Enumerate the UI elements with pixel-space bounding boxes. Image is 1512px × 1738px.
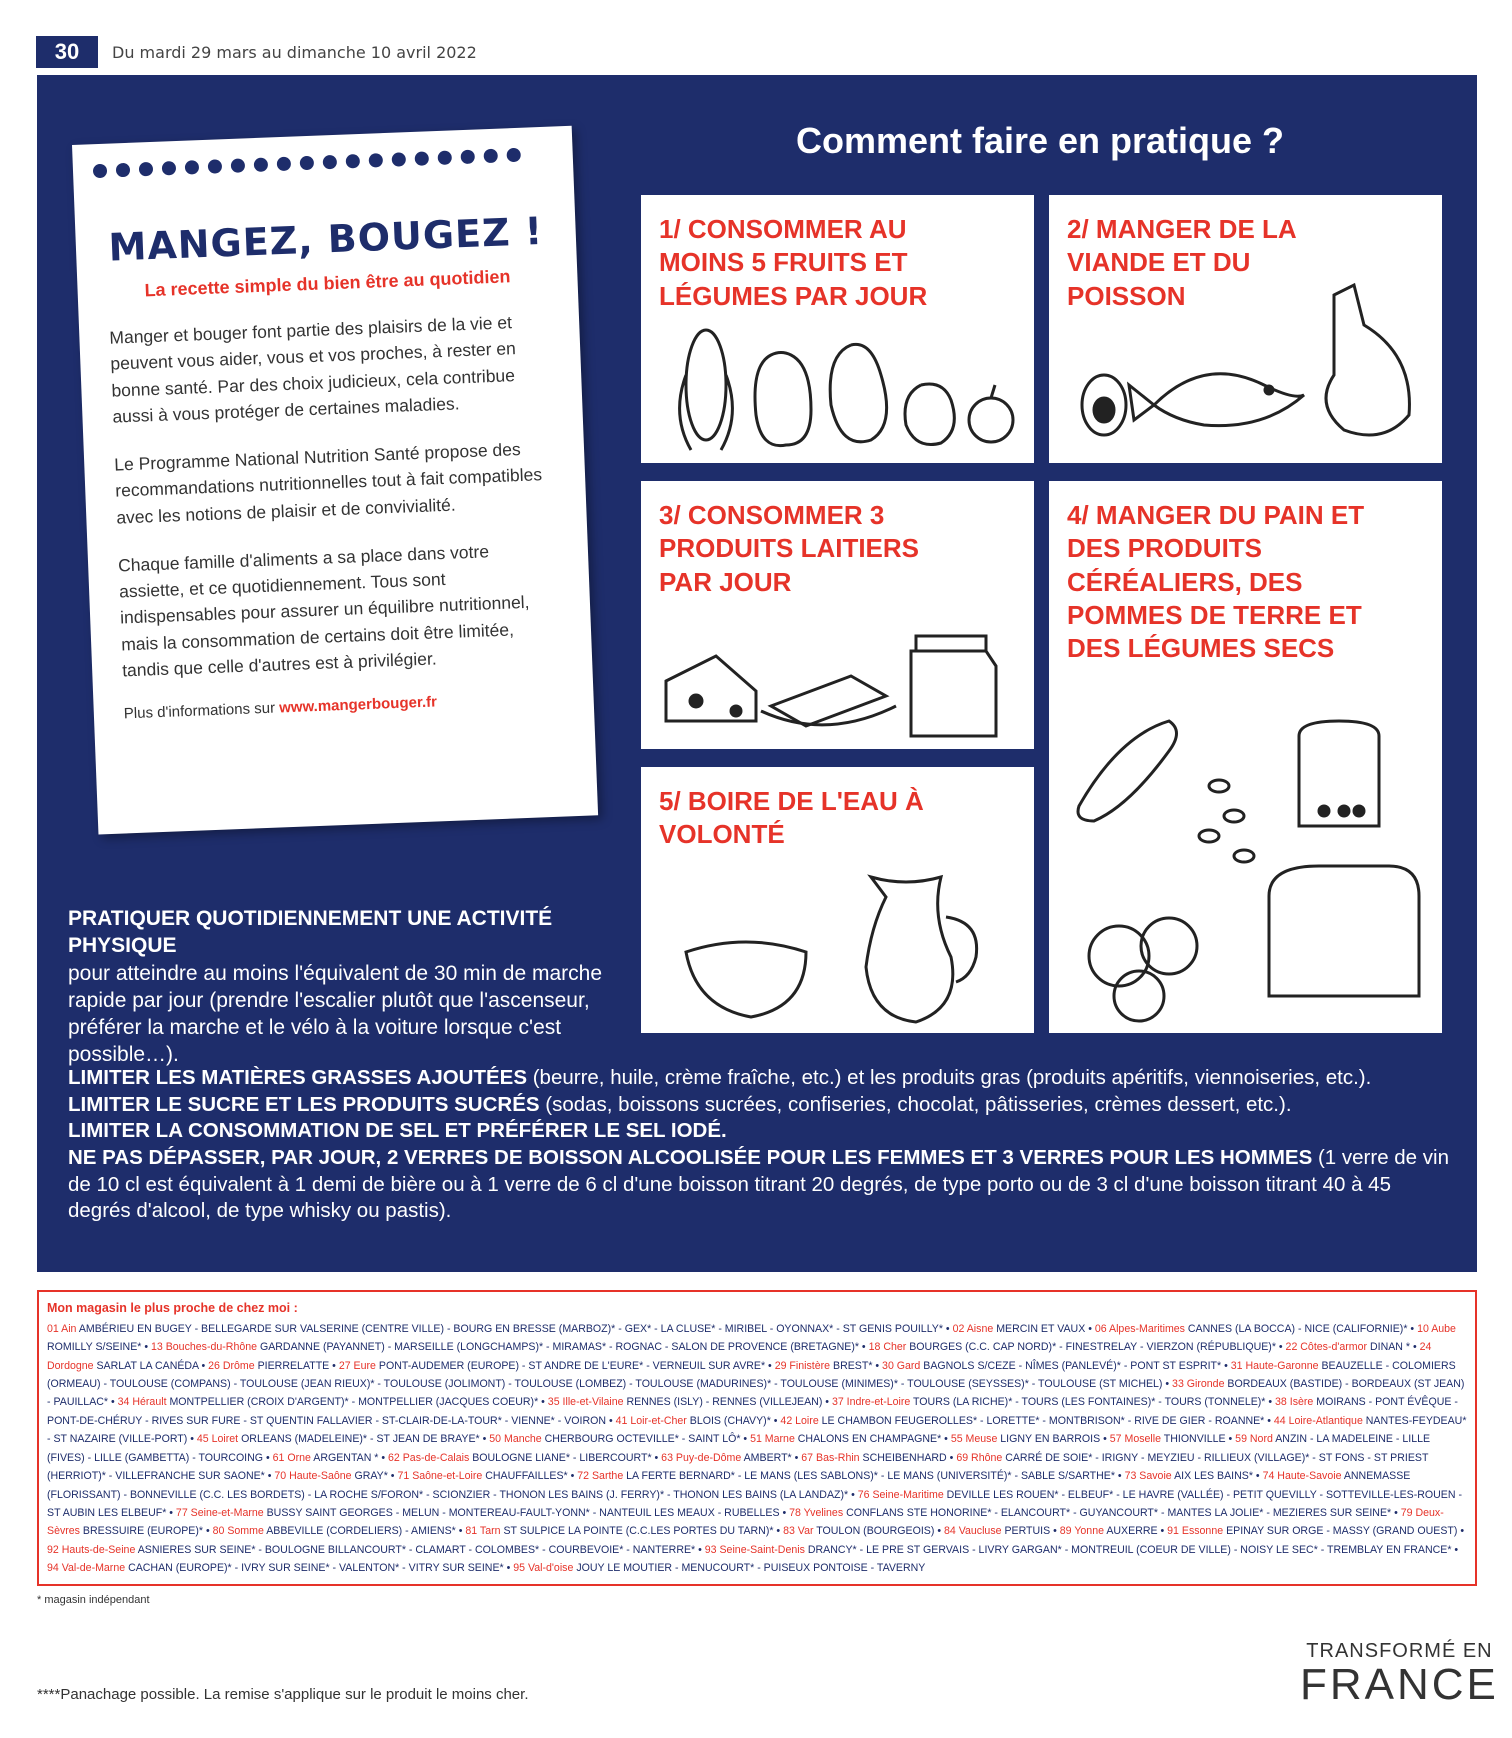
card-fruits-vegetables bbox=[641, 195, 1034, 463]
independent-store-footnote: * magasin indépendant bbox=[37, 1594, 150, 1606]
note-paragraph-2: Le Programme National Nutrition Santé propose des recommandations nutritionnelles tout à fait compatibles avec les notions de plaisir et de convivialité. bbox=[113, 439, 543, 528]
department-label: 01 Ain bbox=[47, 1322, 79, 1335]
department-stores: CHAUFFAILLES* • bbox=[485, 1470, 578, 1483]
department-stores: TOULON (BOURGEOIS) • bbox=[816, 1525, 944, 1538]
physical-activity bbox=[68, 905, 628, 1069]
department-label: 13 Bouches-du-Rhône bbox=[151, 1341, 260, 1354]
date-range: Du mardi 29 mars au dimanche 10 avril 2022 bbox=[112, 42, 477, 62]
department-stores: SCHEIBENHARD • bbox=[862, 1451, 957, 1464]
department-stores: BEAUZELLE - COLOMIERS (ORMEAU) - TOULOUSE (COMPANS) - TOULOUSE (JEAN RIEUX)* - TOULOUSE (JOLIMONT) - TOULOUSE (LOMBEZ) - TOULOUSE (MADURINES)* - TOULOUSE (MINIMES)* - TOULOUSE (SEYSSES)* - TOULOUSE (ST MICHEL) • bbox=[47, 1359, 1456, 1391]
department-label: 38 Isère bbox=[1275, 1396, 1317, 1409]
activity-title: PRATIQUER QUOTIDIENNEMENT UNE ACTIVITÉ PHYSIQUE bbox=[68, 907, 553, 958]
department-label: 45 Loiret bbox=[196, 1433, 242, 1446]
department-label: 30 Gard bbox=[882, 1359, 924, 1372]
mangez-bougez-note bbox=[72, 126, 598, 835]
department-label: 59 Nord bbox=[1235, 1433, 1276, 1446]
department-stores: BOURGES (C.C. CAP NORD)* - FINESTRELAY - VIERZON (RÉPUBLIQUE)* • bbox=[909, 1341, 1286, 1354]
department-label: 35 Ille-et-Vilaine bbox=[547, 1396, 627, 1409]
mangerbouger-link[interactable]: www.mangerbouger.fr bbox=[278, 693, 438, 717]
more-info bbox=[124, 689, 564, 723]
department-stores: AMBERT* • bbox=[743, 1451, 802, 1464]
department-label: 63 Puy-de-Dôme bbox=[661, 1451, 744, 1464]
card-title: 2/ MANGER DE LA VIANDE ET DU POISSON bbox=[1067, 214, 1296, 311]
page-number: 30 bbox=[36, 36, 98, 68]
department-stores: BORDEAUX (BASTIDE) - BORDEAUX (ST JEAN) - PAUILLAC* • bbox=[47, 1378, 1465, 1409]
department-label: 44 Loire-Atlantique bbox=[1273, 1414, 1366, 1427]
card-meat-fish bbox=[1049, 195, 1442, 463]
department-stores: EPINAY SUR ORGE - MASSY (GRAND OUEST) • bbox=[1226, 1525, 1465, 1538]
department-stores: BAGNOLS S/CEZE - NÎMES (PANLEVÉ)* - PONT ST ESPRIT* • bbox=[923, 1359, 1231, 1372]
department-label: 33 Gironde bbox=[1172, 1378, 1228, 1391]
department-stores: GARDANNE (PAYANNET) - MARSEILLE (LONGCHAMPS)* - MIRAMAS* - ROGNAC - SALON DE PROVENCE (BRETAGNE)* • bbox=[259, 1341, 869, 1354]
department-stores: DINAN * • bbox=[1370, 1341, 1420, 1354]
department-stores: SARLAT LA CANÉDA • bbox=[96, 1359, 209, 1372]
dairy-products-icon bbox=[656, 611, 1026, 741]
department-label: 70 Haute-Saône bbox=[274, 1470, 355, 1483]
department-stores: PERTUIS • bbox=[1004, 1525, 1060, 1538]
limit-item: LIMITER LE SUCRE ET LES PRODUITS SUCRÉS (sodas, boissons sucrées, confiseries, chocolat, pâtisseries, crèmes dessert, etc.). bbox=[68, 1092, 1292, 1116]
store-list bbox=[37, 1290, 1477, 1586]
card-water bbox=[641, 767, 1034, 1033]
department-label: 62 Pas-de-Calais bbox=[388, 1451, 473, 1464]
department-label: 78 Yvelines bbox=[789, 1506, 847, 1519]
page-header bbox=[36, 36, 477, 68]
department-stores: MONTPELLIER (CROIX D'ARGENT)* - MONTPELLIER (JACQUES COEUR)* • bbox=[169, 1396, 548, 1409]
department-label: 50 Manche bbox=[489, 1433, 545, 1446]
department-label: 57 Moselle bbox=[1109, 1433, 1164, 1446]
department-stores: BRESSUIRE (EUROPE)* • bbox=[82, 1525, 213, 1538]
store-list-heading: Mon magasin le plus proche de chez moi : bbox=[47, 1301, 298, 1315]
department-stores: RENNES (ISLY) - RENNES (VILLEJEAN) • bbox=[626, 1396, 832, 1409]
section-title: Comment faire en pratique ? bbox=[795, 120, 1285, 161]
department-stores: THIONVILLE • bbox=[1163, 1433, 1236, 1446]
department-label: 84 Vaucluse bbox=[943, 1525, 1005, 1538]
note-paragraph-3: Chaque famille d'aliments a sa place dans votre assiette, et ce quotidiennement. Tous sont indispensables pour assurer un équilibre nutritionnel, mais la consommation de certains doit être limitée, tandis que celle d'autres est à privilégier. bbox=[117, 541, 530, 681]
department-stores: PIERRELATTE • bbox=[257, 1359, 339, 1372]
department-stores: LE CHAMBON FEUGEROLLES* - LORETTE* - MONTBRISON* - RIVE DE GIER - ROANNE* • bbox=[821, 1414, 1274, 1427]
department-stores: DEVILLE LES ROUEN* - ELBEUF* - LE HAVRE (VALLÉE) - PETIT QUEVILLY - SOTTEVILLE-LES-ROUEN - ST AUBIN LES ELBEUF* • bbox=[47, 1488, 1462, 1519]
department-stores: TOURS (LA RICHE)* - TOURS (LES FONTAINES)* - TOURS (TONNELE)* • bbox=[913, 1396, 1276, 1409]
department-stores: ANNEMASSE (FLORISSANT) - BONNEVILLE (C.C. LES BORDETS) - LA ROCHE S/FORON* - SCIONZIER - THONON LES BAINS (J. FERRY)* - THONON LES BAINS (LA LANDAZ)* • bbox=[47, 1470, 1411, 1501]
fruits-vegetables-icon bbox=[651, 315, 1021, 455]
department-label: 41 Loir-et-Cher bbox=[615, 1414, 690, 1427]
note-paragraph-1: Manger et bouger font partie des plaisirs de la vie et peuvent vous aider, vous et vos proches, à rester en bonne santé. Par des choix judicieux, cela contribue aussi à vous protéger de certaines maladies. bbox=[109, 312, 517, 427]
activity-text: pour atteindre au moins l'équivalent de 30 min de marche rapide par jour (prendre l'escalier plutôt que l'ascenseur, préférer la marche et le vélo à la voiture lorsque c'est possible…). bbox=[68, 961, 602, 1067]
department-stores: JOUY LE MOUTIER - MENUCOURT* - PUISEUX PONTOISE - TAVERNY bbox=[576, 1562, 926, 1575]
department-label: 26 Drôme bbox=[208, 1359, 258, 1372]
department-stores: ROMILLY S/SEINE* • bbox=[47, 1341, 151, 1354]
department-label: 67 Bas-Rhin bbox=[801, 1451, 863, 1464]
department-label: 71 Saône-et-Loire bbox=[397, 1470, 486, 1483]
department-stores: CHERBOURG OCTEVILLE* - SAINT LÔ* • bbox=[544, 1433, 751, 1446]
notebook-holes bbox=[93, 148, 521, 178]
department-label: 81 Tarn bbox=[465, 1525, 504, 1538]
department-label: 83 Var bbox=[783, 1525, 817, 1538]
card-title: 4/ MANGER DU PAIN ET DES PRODUITS CÉRÉALIERS, DES POMMES DE TERRE ET DES LÉGUMES SECS bbox=[1067, 500, 1365, 664]
department-stores: CARRÉ DE SOIE* - IRIGNY - MEYZIEU - RILLIEUX (VILLAGE)* - ST FONS - ST PRIEST (HERRIOT)* - VILLEFRANCHE SUR SAONE* • bbox=[47, 1451, 1429, 1483]
department-stores: ANZIN - LA MADELEINE - LILLE (FIVES) - LILLE (GAMBETTA) - TOURCOING • bbox=[47, 1433, 1431, 1464]
department-label: 42 Loire bbox=[780, 1414, 822, 1427]
bread-potatoes-legumes-icon bbox=[1059, 696, 1434, 1026]
department-label: 69 Rhône bbox=[956, 1451, 1006, 1464]
department-label: 92 Hauts-de-Seine bbox=[47, 1543, 138, 1556]
department-label: 02 Aisne bbox=[952, 1322, 997, 1335]
meat-fish-egg-icon bbox=[1064, 255, 1434, 455]
department-stores: BREST* • bbox=[833, 1359, 883, 1372]
department-label: 18 Cher bbox=[868, 1341, 910, 1354]
department-stores: BUSSY SAINT GEORGES - MELUN - MONTEREAU-FAULT-YONN* - NANTEUIL LES MEAUX - RUBELLES • bbox=[266, 1506, 790, 1519]
limits-list bbox=[68, 1065, 1458, 1225]
department-label: 37 Indre-et-Loire bbox=[831, 1396, 914, 1409]
department-label: 73 Savoie bbox=[1124, 1470, 1175, 1483]
transforme-en-france-logo: TRANSFORMÉ EN FRANCE bbox=[1300, 1640, 1499, 1709]
card-dairy bbox=[641, 481, 1034, 749]
department-stores: DRANCY* - LE PRE ST GERVAIS - LIVRY GARGAN* - MONTREUIL (COEUR DE VILLE) - NOISY LE SEC* - TREMBLAY EN FRANCE* • bbox=[807, 1543, 1459, 1556]
department-label: 22 Côtes-d'armor bbox=[1285, 1341, 1370, 1354]
department-label: 93 Seine-Saint-Denis bbox=[704, 1543, 808, 1556]
department-stores: BOULOGNE LIANE* - LIBERCOURT* • bbox=[472, 1451, 662, 1464]
department-stores: LIGNY EN BARROIS • bbox=[1000, 1433, 1110, 1446]
note-title: MANGEZ, BOUGEZ ! bbox=[107, 208, 544, 270]
department-stores: NANTES-FEYDEAU* - ST NAZAIRE (VILLE-PORT) • bbox=[47, 1414, 1467, 1446]
department-stores: GRAY* • bbox=[354, 1470, 398, 1483]
department-stores: CONFLANS STE HONORINE* - ELANCOURT* - GUYANCOURT* - MANTES LA JOLIE* - MEZIERES SUR SEINE* • bbox=[846, 1506, 1401, 1519]
department-label: 29 Finistère bbox=[774, 1359, 833, 1372]
department-stores: ARGENTAN * • bbox=[313, 1451, 389, 1464]
department-stores: AUXERRE • bbox=[1106, 1525, 1168, 1538]
department-label: 89 Yonne bbox=[1059, 1525, 1107, 1538]
store-entries bbox=[47, 1320, 1467, 1578]
department-stores: AIX LES BAINS* • bbox=[1174, 1470, 1263, 1483]
department-label: 94 Val-de-Marne bbox=[47, 1562, 129, 1575]
department-label: 61 Orne bbox=[272, 1451, 314, 1464]
department-stores: BLOIS (CHAVY)* • bbox=[689, 1414, 781, 1427]
department-stores: CACHAN (EUROPE)* - IVRY SUR SEINE* - VALENTON* - VITRY SUR SEINE* • bbox=[128, 1562, 514, 1575]
department-stores: ABBEVILLE (CORDELIERS) - AMIENS* • bbox=[266, 1525, 466, 1538]
department-stores: PONT-AUDEMER (EUROPE) - ST ANDRE DE L'EURE* - VERNEUIL SUR AVRE* • bbox=[378, 1359, 775, 1372]
department-stores: ASNIERES SUR SEINE* - BOULOGNE BILLANCOURT* - CLAMART - COLOMBES* - COURBEVOIE* - NANTERRE* • bbox=[137, 1543, 705, 1556]
department-label: 77 Seine-et-Marne bbox=[175, 1506, 267, 1519]
department-label: 72 Sarthe bbox=[577, 1470, 627, 1483]
department-label: 27 Eure bbox=[338, 1359, 379, 1372]
limit-item: LIMITER LA CONSOMMATION DE SEL ET PRÉFÉRER LE SEL IODÉ. bbox=[68, 1119, 727, 1143]
department-label: 10 Aube bbox=[1417, 1322, 1456, 1335]
department-stores: AMBÉRIEU EN BUGEY - BELLEGARDE SUR VALSERINE (CENTRE VILLE) - BOURG EN BRESSE (MARBOZ)* - GEX* - LA CLUSE* - MIRIBEL - OYONNAX* - ST GENIS POUILLY* • bbox=[78, 1322, 953, 1335]
card-bread-cereals bbox=[1049, 481, 1442, 1033]
department-label: 31 Haute-Garonne bbox=[1230, 1359, 1322, 1372]
department-stores: MERCIN ET VAUX • bbox=[996, 1322, 1095, 1335]
promo-footnote: ****Panachage possible. La remise s'applique sur le produit le moins cher. bbox=[37, 1686, 529, 1703]
department-label: 06 Alpes-Maritimes bbox=[1094, 1322, 1188, 1335]
department-stores: LA FERTE BERNARD* - LE MANS (LES SABLONS)* - LE MANS (UNIVERSITÉ)* - SABLE S/SARTHE* • bbox=[626, 1470, 1125, 1483]
card-title: 1/ CONSOMMER AU MOINS 5 FRUITS ET LÉGUMES PAR JOUR bbox=[659, 214, 928, 311]
department-label: 91 Essonne bbox=[1167, 1525, 1227, 1538]
department-label: 55 Meuse bbox=[950, 1433, 1001, 1446]
department-label: 74 Haute-Savoie bbox=[1262, 1470, 1344, 1483]
department-stores: ORLEANS (MADELEINE)* - ST JEAN DE BRAYE* • bbox=[241, 1433, 490, 1446]
department-label: 79 Deux-Sèvres bbox=[47, 1506, 1444, 1538]
card-title: 5/ BOIRE DE L'EAU À VOLONTÉ bbox=[659, 786, 924, 850]
limit-item: LIMITER LES MATIÈRES GRASSES AJOUTÉES (beurre, huile, crème fraîche, etc.) et les produits gras (produits apéritifs, viennoiseries, etc.). bbox=[68, 1066, 1372, 1089]
card-title: 3/ CONSOMMER 3 PRODUITS LAITIERS PAR JOUR bbox=[659, 500, 920, 597]
department-stores: CHALONS EN CHAMPAGNE* • bbox=[797, 1433, 951, 1446]
department-stores: ST SULPICE LA POINTE (C.C.LES PORTES DU TARN)* • bbox=[503, 1525, 784, 1538]
department-label: 24 Dordogne bbox=[47, 1341, 1432, 1372]
note-subtitle: La recette simple du bien être au quotidien bbox=[144, 266, 511, 301]
department-label: 34 Hérault bbox=[117, 1396, 170, 1409]
department-stores: MOIRANS - PONT ÉVÊQUE - PONT-DE-CHÉRUY - RIVES SUR FURE - ST QUENTIN FALLAVIER - ST-CLAIR-DE-LA-TOUR* - VIENNE* - VOIRON • bbox=[47, 1396, 1458, 1427]
department-stores: CANNES (LA BOCCA) - NICE (CALIFORNIE)* • bbox=[1187, 1322, 1418, 1335]
department-label: 95 Val-d'oise bbox=[513, 1562, 577, 1575]
department-label: 80 Somme bbox=[212, 1525, 267, 1538]
water-jug-bowl-icon bbox=[656, 857, 1026, 1027]
more-info-label: Plus d'informations sur bbox=[123, 699, 276, 723]
limit-item: NE PAS DÉPASSER, PAR JOUR, 2 VERRES DE BOISSON ALCOOLISÉE POUR LES FEMMES ET 3 VERRES POUR LES HOMMES (1 verre de vin de 10 cl est équivalent à 1 demi de bière ou à 1 verre de 6 cl d'une boisson titrant 20 degrés, de type porto ou de 3 cl d'une boisson titrant 40 à 45 degrés d'alcool, de type whisky ou pastis). bbox=[68, 1145, 1449, 1223]
department-label: 76 Seine-Maritime bbox=[857, 1488, 947, 1501]
department-label: 51 Marne bbox=[750, 1433, 798, 1446]
